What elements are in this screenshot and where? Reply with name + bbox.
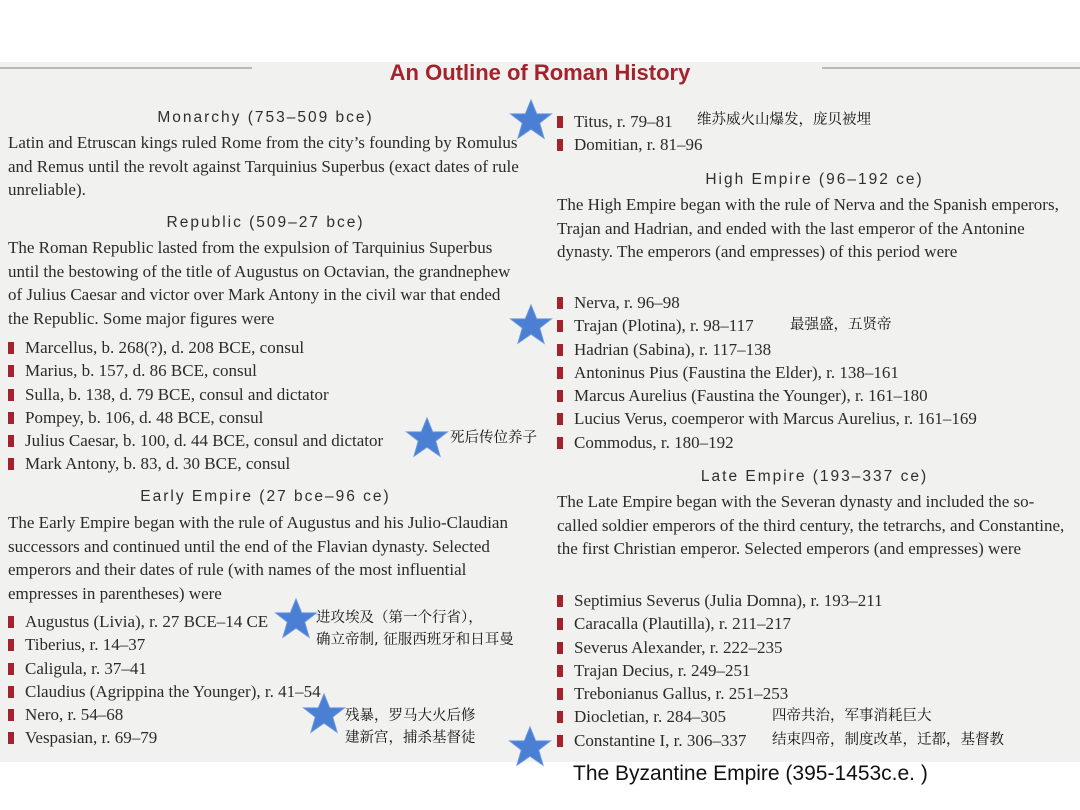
list-item: Mark Antony, b. 83, d. 30 BCE, consul [8, 452, 523, 475]
star-icon [302, 692, 346, 736]
star-icon [508, 725, 552, 769]
list-item: Marcus Aurelius (Faustina the Younger), r. 161–180 [557, 384, 1072, 407]
list-item: Augustus (Livia), r. 27 BCE–14 CE [8, 610, 523, 633]
annotation-nero-line2: 建新宫，捕杀基督徒 [345, 730, 476, 746]
list-item: Claudius (Agrippina the Younger), r. 41–54 [8, 680, 523, 703]
list-item: Titus, r. 79–81 [557, 110, 1072, 133]
republic-heading: Republic (509–27 bce) [166, 214, 365, 231]
list-item: Tiberius, r. 14–37 [8, 633, 523, 656]
early-empire-text: The Early Empire began with the rule of Augustus and his Julio-Claudian successors and continued until the end of the Flavian dynasty. Selected emperors and their dates of rule (with names of the most influential empresses in parentheses) were [8, 513, 508, 603]
list-item: Julius Caesar, b. 100, d. 44 BCE, consul and dictator [8, 429, 523, 452]
list-item: Commodus, r. 180–192 [557, 431, 1072, 454]
footer-byzantine: The Byzantine Empire (395-1453c.e. ) [573, 762, 928, 785]
late-empire-heading: Late Empire (193–337 ce) [700, 468, 929, 485]
list-item: Antoninus Pius (Faustina the Elder), r. 138–161 [557, 361, 1072, 384]
list-item: Marcellus, b. 268(?), d. 208 BCE, consul [8, 336, 523, 359]
annotation-augustus-line2: 确立帝制, 征服西班牙和日耳曼 [316, 632, 514, 648]
list-item: Trebonianus Gallus, r. 251–253 [557, 682, 1072, 705]
monarchy-heading: Monarchy (753–509 bce) [157, 109, 374, 126]
annotation-constantine: 结束四帝，制度改革，迁都，基督教 [772, 732, 1004, 748]
late-empire-text: The Late Empire began with the Severan dynasty and included the so-called soldier emperors of the third century, the tetrarchs, and Constantine, the first Christian emperor. Selected emperors (and empresses) were [557, 492, 1065, 558]
monarchy-text: Latin and Etruscan kings ruled Rome from the city’s founding by Romulus and Remus until the revolt against Tarquinius Superbus (exact dates of rule unreliable). [8, 133, 519, 199]
page-title: An Outline of Roman History [389, 60, 691, 85]
annotation-trajan: 最强盛，五贤帝 [790, 317, 892, 333]
list-item: Severus Alexander, r. 222–235 [557, 636, 1072, 659]
annotation-nero-line1: 残暴，罗马大火后修 [345, 708, 476, 724]
list-item: Diocletian, r. 284–305 [557, 705, 1072, 728]
list-item: Constantine I, r. 306–337 [557, 729, 1072, 752]
list-item: Caligula, r. 37–41 [8, 657, 523, 680]
annotation-augustus-line1: 进攻埃及（第一个行省）， [316, 610, 483, 626]
list-item: Trajan (Plotina), r. 98–117 [557, 314, 1072, 337]
list-item: Domitian, r. 81–96 [557, 133, 1072, 156]
star-icon [509, 98, 553, 142]
early-empire-heading: Early Empire (27 bce–96 ce) [140, 488, 391, 505]
list-item: Sulla, b. 138, d. 79 BCE, consul and dictator [8, 383, 523, 406]
list-item: Lucius Verus, coemperor with Marcus Aurelius, r. 161–169 [557, 407, 1072, 430]
list-item: Pompey, b. 106, d. 48 BCE, consul [8, 406, 523, 429]
list-item: Trajan Decius, r. 249–251 [557, 659, 1072, 682]
star-icon [509, 303, 553, 347]
list-item: Nerva, r. 96–98 [557, 291, 1072, 314]
annotation-titus: 维苏威火山爆发，庞贝被埋 [697, 112, 871, 128]
high-empire-heading: High Empire (96–192 ce) [705, 171, 924, 188]
republic-text: The Roman Republic lasted from the expulsion of Tarquinius Superbus until the bestowing of the title of Augustus on Octavian, the grandnephew of Julius Caesar and victor over Mark Antony in the civil war that ended the Republic. Some major figures were [8, 238, 511, 328]
star-icon [405, 416, 449, 460]
list-item: Caracalla (Plautilla), r. 211–217 [557, 612, 1072, 635]
list-item: Marius, b. 157, d. 86 BCE, consul [8, 359, 523, 382]
high-empire-text: The High Empire began with the rule of Nerva and the Spanish emperors, Trajan and Hadrian, and ended with the last emperor of the Antonine dynasty. The emperors (and empresses) of this period were [557, 195, 1059, 261]
list-item: Septimius Severus (Julia Domna), r. 193–211 [557, 589, 1072, 612]
late-empire-list [557, 589, 1072, 752]
list-item: Nero, r. 54–68 [8, 703, 523, 726]
star-icon [274, 597, 318, 641]
list-item: Vespasian, r. 69–79 [8, 726, 523, 749]
list-item: Hadrian (Sabina), r. 117–138 [557, 338, 1072, 361]
annotation-caesar: 死后传位养子 [450, 430, 537, 446]
annotation-diocletian: 四帝共治，军事消耗巨大 [772, 708, 932, 724]
